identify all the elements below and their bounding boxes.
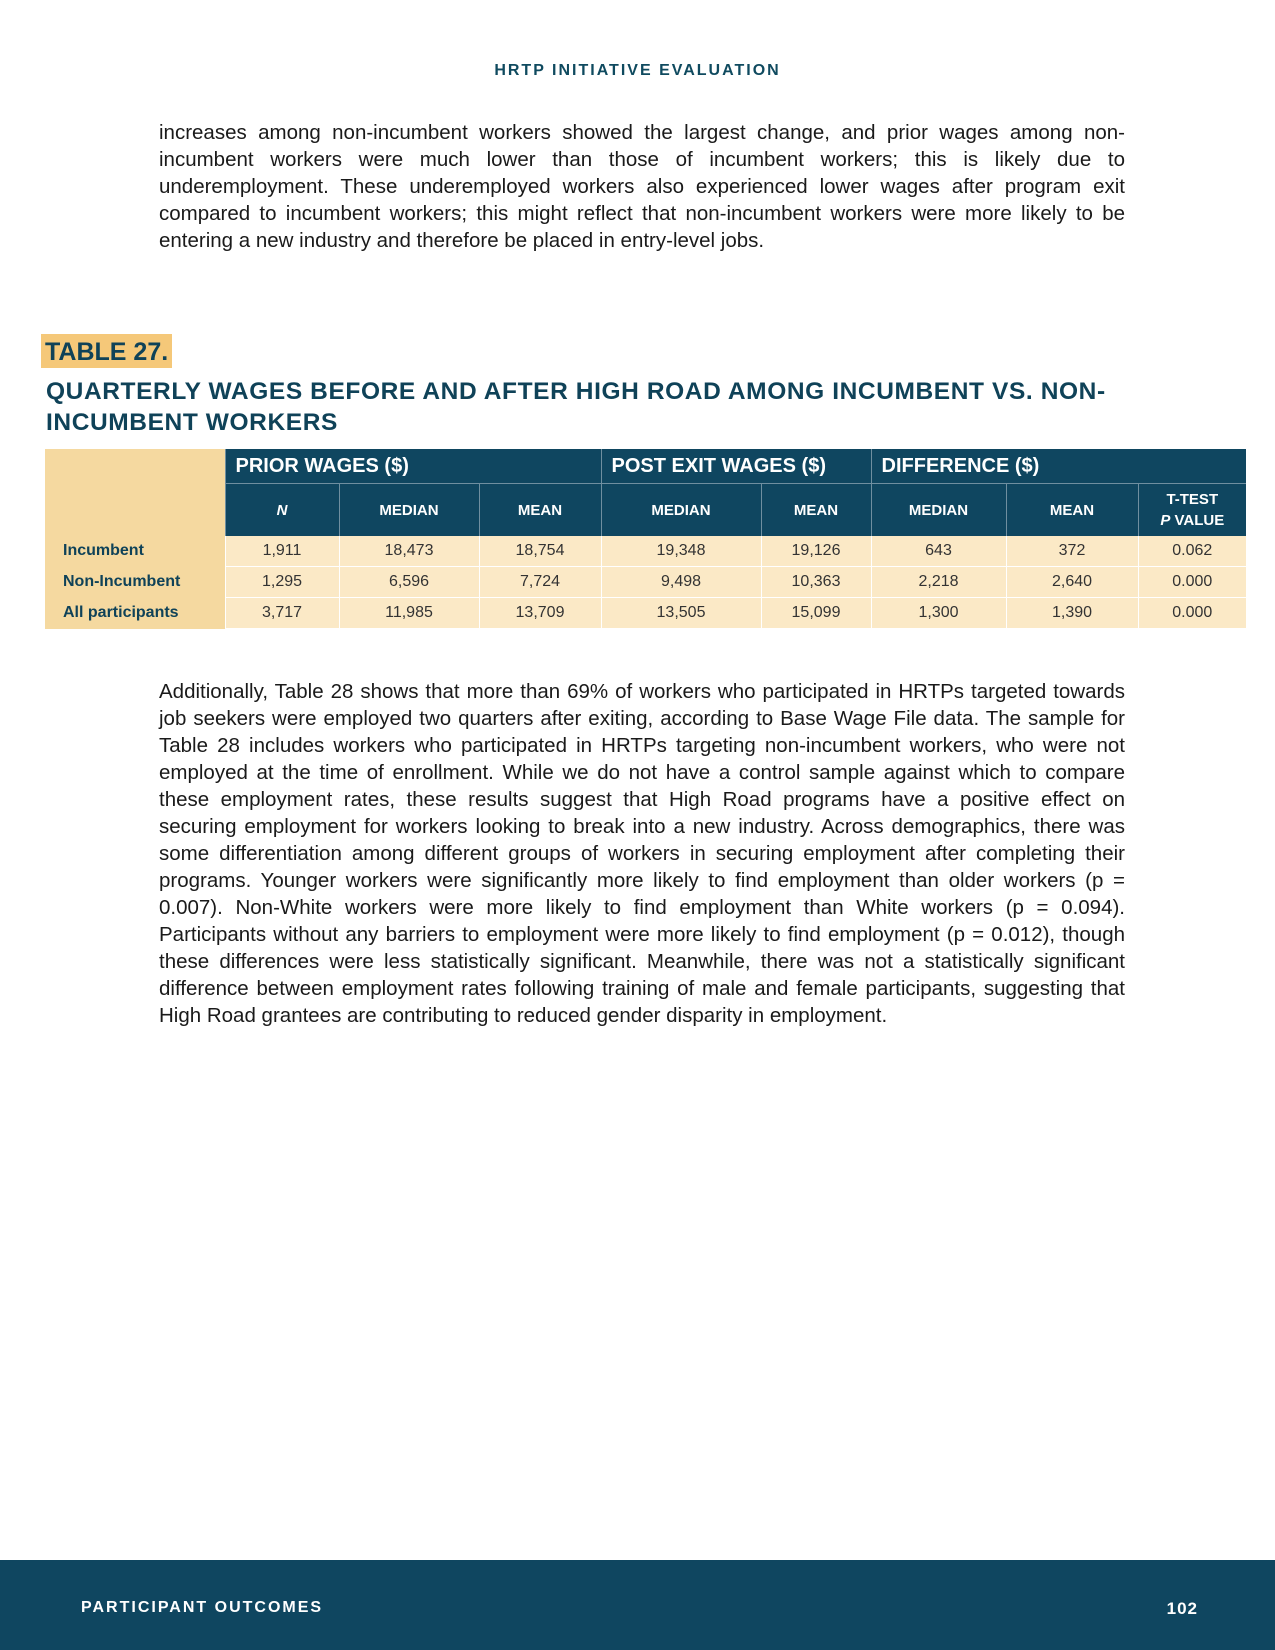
cell-diff-mean: 2,640 (1006, 567, 1138, 598)
p-italic-label: P (1160, 512, 1171, 529)
cell-diff-median: 1,300 (871, 598, 1006, 629)
cell-n: 1,911 (225, 536, 339, 567)
table-row (45, 567, 1246, 598)
cell-post-median: 19,348 (601, 536, 761, 567)
col-header-prior-median: MEDIAN (339, 484, 479, 537)
table-number-label: TABLE 27. (41, 334, 172, 368)
value-label: VALUE (1170, 512, 1225, 529)
cell-prior-mean: 13,709 (479, 598, 601, 629)
col-header-t-test-p-value (1138, 484, 1246, 537)
cell-post-median: 13,505 (601, 598, 761, 629)
cell-diff-median: 643 (871, 536, 1006, 567)
t-test-label: T-TEST (1166, 491, 1219, 508)
cell-n: 3,717 (225, 598, 339, 629)
group-header-difference: DIFFERENCE ($) (871, 449, 1246, 484)
col-header-post-mean: MEAN (761, 484, 871, 537)
row-label-all-participants: All participants (45, 598, 225, 629)
cell-post-median: 9,498 (601, 567, 761, 598)
cell-post-mean: 19,126 (761, 536, 871, 567)
cell-diff-median: 2,218 (871, 567, 1006, 598)
cell-prior-mean: 18,754 (479, 536, 601, 567)
cell-n: 1,295 (225, 567, 339, 598)
col-header-prior-mean: MEAN (479, 484, 601, 537)
col-header-post-median: MEDIAN (601, 484, 761, 537)
col-header-diff-mean: MEAN (1006, 484, 1138, 537)
row-label-incumbent: Incumbent (45, 536, 225, 567)
cell-p-value: 0.062 (1138, 536, 1246, 567)
table-row (45, 536, 1246, 567)
wages-table (45, 449, 1246, 629)
cell-p-value: 0.000 (1138, 567, 1246, 598)
running-header: HRTP INITIATIVE EVALUATION (494, 62, 781, 79)
table-row (45, 598, 1246, 629)
cell-prior-median: 18,473 (339, 536, 479, 567)
cell-prior-median: 6,596 (339, 567, 479, 598)
col-header-diff-median: MEDIAN (871, 484, 1006, 537)
cell-prior-median: 11,985 (339, 598, 479, 629)
cell-post-mean: 15,099 (761, 598, 871, 629)
group-header-prior-wages: PRIOR WAGES ($) (225, 449, 601, 484)
paragraph-top: increases among non-incumbent workers showed the largest change, and prior wages among non-incumbent workers were much lower than those of incumbent workers; this is likely due to underemployment. These underemployed workers also experienced lower wages after program exit compared to incumbent workers; this might reflect that non-incumbent workers were more likely to be entering a new industry and therefore be placed in entry-level jobs. (159, 121, 1125, 252)
group-header-post-exit-wages: POST EXIT WAGES ($) (601, 449, 871, 484)
paragraph-bottom: Additionally, Table 28 shows that more than 69% of workers who participated in HRTPs targeted towards job seekers were employed two quarters after exiting, according to Base Wage File data. The sample for Table 28 includes workers who participated in HRTPs targeting non-incumbent workers, who were not employed at the time of enrollment. While we do not have a control sample against which to compare these employment rates, these results suggest that High Road programs have a positive effect on securing employment for workers looking to break into a new industry. Across demographics, there was some differentiation among different groups of workers in securing employment after completing their programs. Younger workers were significantly more likely to find employment than older workers (p = 0.007). Non-White workers were more likely to find employment than White workers (p = 0.094). Participants without any barriers to employment were more likely to find employment (p = 0.012), though these differences were less statistically significant. Meanwhile, there was not a statistically significant difference between employment rates following training of male and female participants, suggesting that High Road grantees are contributing to reduced gender disparity in employment. (159, 680, 1125, 1027)
page-number: 102 (1166, 1599, 1198, 1618)
cell-p-value: 0.000 (1138, 598, 1246, 629)
cell-post-mean: 10,363 (761, 567, 871, 598)
table-group-header-row (45, 449, 1246, 484)
page-footer (0, 1560, 1275, 1650)
table-title: QUARTERLY WAGES BEFORE AND AFTER HIGH ROAD AMONG INCUMBENT VS. NON-INCUMBENT WORKERS (46, 378, 1106, 436)
table-column-header-row (45, 484, 1246, 537)
footer-section-title: PARTICIPANT OUTCOMES (81, 1599, 324, 1616)
col-header-n: N (225, 484, 339, 537)
table-corner-cell (45, 449, 225, 536)
row-label-non-incumbent: Non-Incumbent (45, 567, 225, 598)
cell-diff-mean: 1,390 (1006, 598, 1138, 629)
cell-diff-mean: 372 (1006, 536, 1138, 567)
cell-prior-mean: 7,724 (479, 567, 601, 598)
